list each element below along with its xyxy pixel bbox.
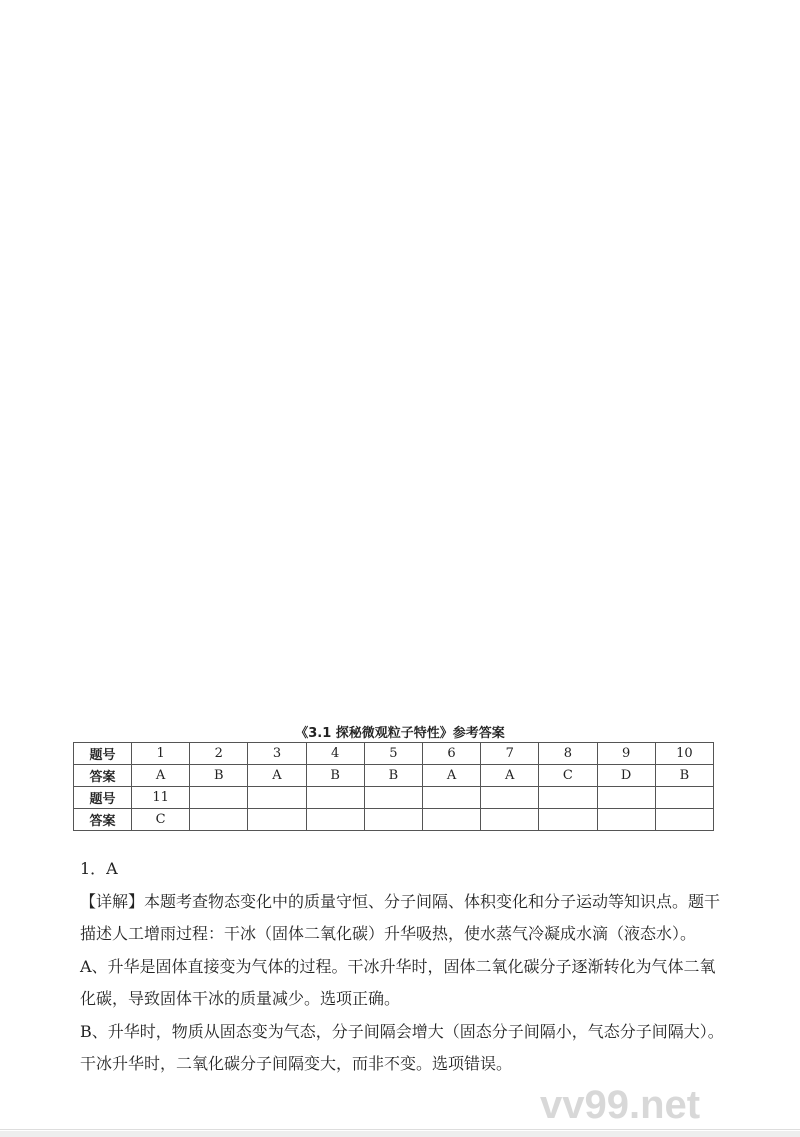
table-cell: 4 xyxy=(306,743,364,765)
table-cell xyxy=(481,787,539,809)
table-cell: A xyxy=(481,765,539,787)
table-cell xyxy=(655,809,713,831)
table-cell xyxy=(597,809,655,831)
table-cell xyxy=(597,787,655,809)
table-cell: 10 xyxy=(655,743,713,765)
table-cell: 9 xyxy=(597,743,655,765)
table-cell xyxy=(248,787,306,809)
table-cell xyxy=(364,787,422,809)
option-a-paragraph: A、升华是固体直接变为气体的过程。干冰升华时，固体二氧化碳分子逐渐转化为气体二氧化碳，导致固体干冰的质量减少。选项正确。 xyxy=(80,956,716,1008)
table-cell xyxy=(481,809,539,831)
table-cell xyxy=(364,809,422,831)
row-header: 题号 xyxy=(74,743,132,765)
table-cell: 1 xyxy=(132,743,190,765)
table-cell xyxy=(422,787,480,809)
table-cell: B xyxy=(655,765,713,787)
table-cell: C xyxy=(539,765,597,787)
row-header: 答案 xyxy=(74,809,132,831)
explanation-paragraph: 【详解】本题考查物态变化中的质量守恒、分子间隔、体积变化和分子运动等知识点。题干描述人工增雨过程：干冰（固体二氧化碳）升华吸热，使水蒸气冷凝成水滴（液态水）。 xyxy=(80,891,721,943)
table-row xyxy=(74,787,714,809)
table-cell: 6 xyxy=(422,743,480,765)
table-cell: 7 xyxy=(481,743,539,765)
table-cell: A xyxy=(248,765,306,787)
table-cell: B xyxy=(190,765,248,787)
page-gap xyxy=(0,1131,800,1137)
table-cell: 11 xyxy=(132,787,190,809)
table-cell xyxy=(306,787,364,809)
row-header: 答案 xyxy=(74,765,132,787)
table-cell: 5 xyxy=(364,743,422,765)
table-cell xyxy=(422,809,480,831)
question-answer: 1．A xyxy=(80,859,118,878)
table-cell xyxy=(539,787,597,809)
table-cell: 8 xyxy=(539,743,597,765)
table-cell: B xyxy=(364,765,422,787)
table-cell xyxy=(190,787,248,809)
table-row xyxy=(74,765,714,787)
table-cell: B xyxy=(306,765,364,787)
answer-table xyxy=(73,742,714,831)
explanation xyxy=(80,853,725,1081)
answer-title: 《3.1 探秘微观粒子特性》参考答案 xyxy=(295,726,505,741)
table-cell xyxy=(655,787,713,809)
table-cell: 2 xyxy=(190,743,248,765)
table-cell: D xyxy=(597,765,655,787)
table-cell xyxy=(248,809,306,831)
table-cell: A xyxy=(132,765,190,787)
table-cell xyxy=(539,809,597,831)
table-cell xyxy=(190,809,248,831)
table-row xyxy=(74,809,714,831)
option-b-paragraph: B、升华时，物质从固态变为气态，分子间隔会增大（固态分子间隔小，气态分子间隔大）。干冰升华时，二氧化碳分子间隔变大，而非不变。选项错误。 xyxy=(80,1021,724,1073)
row-header: 题号 xyxy=(74,787,132,809)
watermark: vv99.net xyxy=(540,1083,701,1127)
table-cell: A xyxy=(422,765,480,787)
table-cell: C xyxy=(132,809,190,831)
table-cell xyxy=(306,809,364,831)
table-cell: 3 xyxy=(248,743,306,765)
table-row xyxy=(74,743,714,765)
